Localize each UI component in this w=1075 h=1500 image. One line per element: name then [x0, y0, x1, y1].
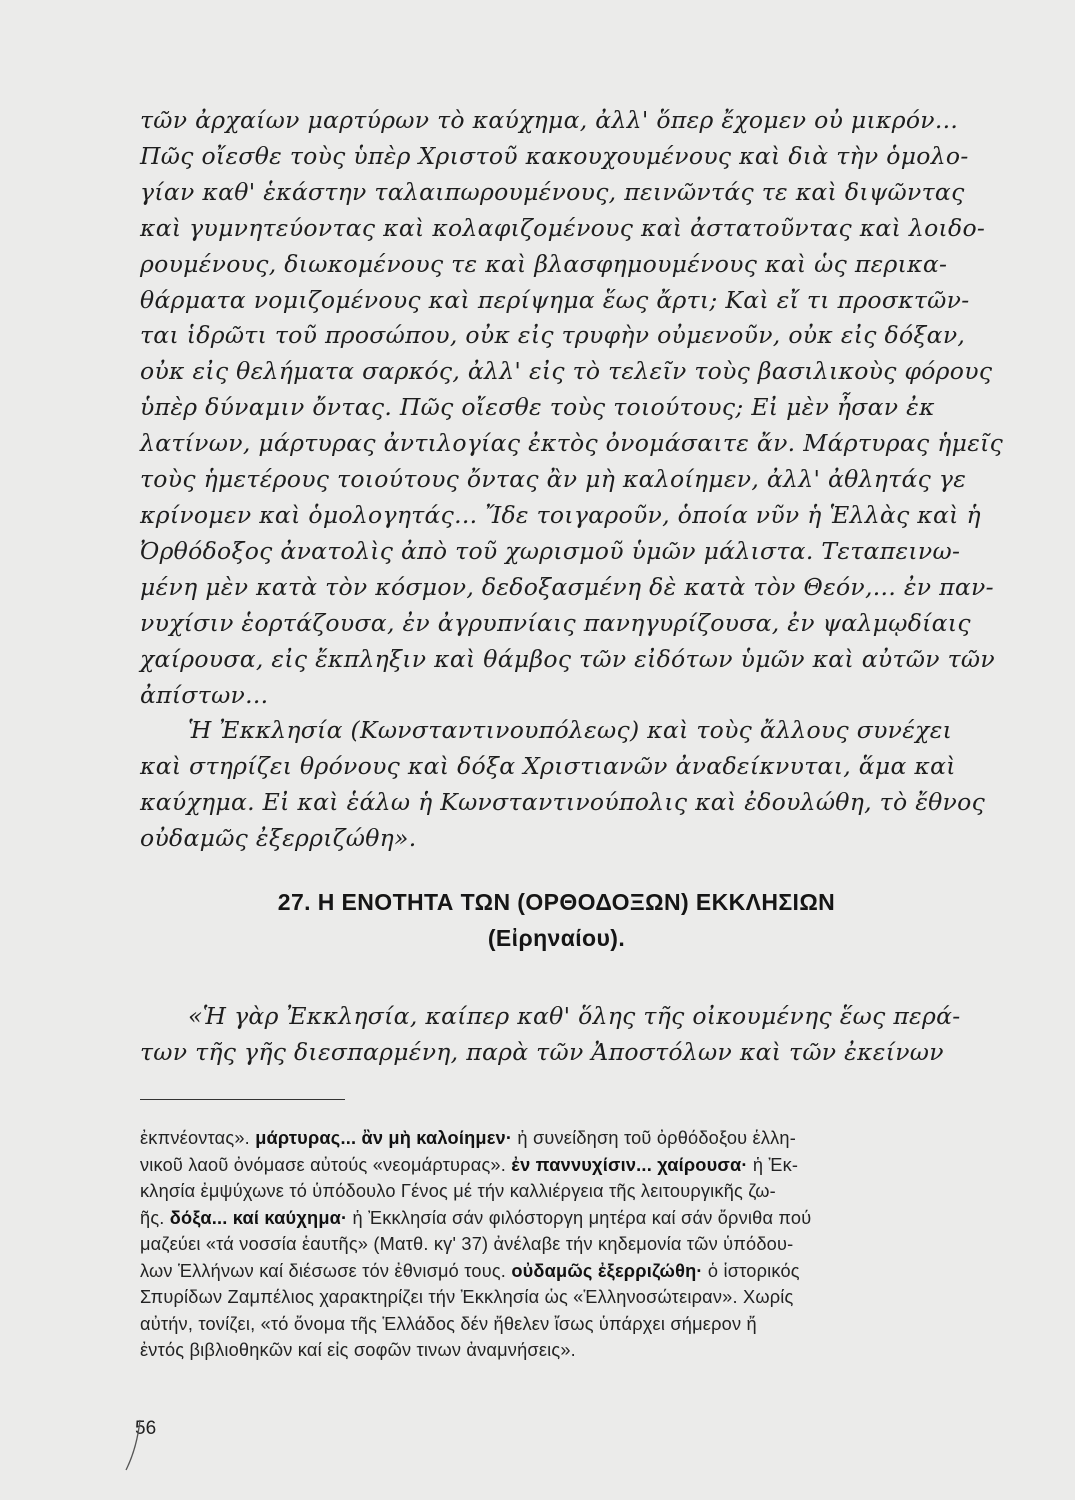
footnote-lemma: δόξα... καί καύχημα· — [169, 1207, 348, 1228]
footnote-text: ἡ Ἐκ- — [747, 1154, 799, 1175]
footnote-divider — [140, 1099, 345, 1100]
text-line: των τῆς γῆς διεσπαρμένη, παρὰ τῶν Ἀποστόλων καὶ τῶν ἐκείνων — [140, 1037, 944, 1066]
footnote-lemma: μάρτυρας... ἂν μὴ καλοίημεν· — [255, 1128, 513, 1148]
text-line: Πῶς οἴεσθε τοὺς ὑπὲρ Χριστοῦ κακουχουμένους καὶ διὰ τὴν ὁμολο- — [140, 141, 969, 170]
footnote-line: αὐτήν, τονίζει, «τό ὄνομα τῆς Ἑλλάδος δέν ἤθελεν ἴσως ὑπάρχει σήμερον ἤ — [140, 1313, 757, 1334]
footnote-text: ὁ ἱστορικός — [702, 1260, 800, 1281]
text-line: ρουμένους, διωκομένους τε καὶ βλασφημουμένους καὶ ὡς περικα- — [140, 249, 948, 278]
footnote-text: ῆς. — [140, 1207, 170, 1228]
text-line: κρίνομεν καὶ ὁμολογητάς... Ἴδε τοιγαροῦν, ὁποία νῦν ἡ Ἑλλὰς καὶ ἡ — [140, 500, 981, 529]
section-heading — [140, 884, 973, 956]
footnote-line — [140, 1125, 973, 1152]
text-line: ται ἱδρῶτι τοῦ προσώπου, οὐκ εἰς τρυφὴν οὐμενοῦν, οὐκ εἰς δόξαν, — [140, 321, 966, 350]
text-line: ἀπίστων... — [140, 680, 269, 709]
footnote-text: λων Ἑλλήνων καί διέσωσε τόν ἐθνισμό τους. — [140, 1260, 512, 1281]
footnote-line — [140, 1152, 973, 1179]
heading-title: 27. Η ΕΝΟΤΗΤΑ ΤΩΝ (ΟΡΘΟΔΟΞΩΝ) ΕΚΚΛΗΣΙΩΝ — [277, 889, 836, 915]
pencil-mark-icon — [118, 1418, 158, 1474]
main-quotation — [140, 103, 1004, 857]
footnote-lemma: οὐδαμῶς ἐξερριζώθη· — [511, 1260, 703, 1281]
text-line: καὶ στηρίζει θρόνους καὶ δόξα Χριστιανῶν ἀναδείκνυται, ἅμα καὶ — [140, 752, 956, 781]
text-line: τοὺς ἡμετέρους τοιούτους ὄντας ἂν μὴ καλοίημεν, ἀλλ' ἀθλητάς γε — [140, 465, 967, 494]
footnote-lemma: ἐν παννυχίσιν... χαίρουσα· — [511, 1154, 748, 1175]
text-line: καύχημα. Εἰ καὶ ἑάλω ἡ Κωνσταντινούπολις καὶ ἐδουλώθη, τὸ ἔθνος — [140, 788, 986, 817]
text-line: μένη μὲν κατὰ τὸν κόσμον, δεδοξασμένη δὲ κατὰ τὸν Θεόν,... ἐν παν- — [140, 572, 994, 601]
footnote-text: νικοῦ λαοῦ ὀνόμασε αὐτούς «νεομάρτυρας». — [140, 1154, 512, 1175]
text-line: λατίνων, μάρτυρας ἀντιλογίας ἐκτὸς ὀνομάσαιτε ἄν. Μάρτυρας ἡμεῖς — [140, 429, 1004, 458]
footnote-line: μαζεύει «τά νοσσία ἑαυτῆς» (Ματθ. κγ' 37) ἀνέλαβε τήν κηδεμονία τῶν ὑπόδου- — [140, 1234, 794, 1254]
text-line: θάρματα νομιζομένους καὶ περίψημα ἕως ἄρτι; Καὶ εἴ τι προσκτῶν- — [140, 285, 970, 314]
text-line: οὐδαμῶς ἐξερριζώθη». — [140, 824, 417, 853]
page-number: 56 — [135, 1418, 157, 1439]
footnote-text: ἐκπνέοντας». — [140, 1128, 256, 1148]
text-line: ὑπὲρ δύναμιν ὄντας. Πῶς οἴεσθε τοὺς τοιούτους; Εἰ μὲν ἦσαν ἐκ — [140, 393, 935, 422]
footnote-text: ἡ Ἐκκλησία σάν φιλόστοργη μητέρα καί σάν ὄρνιθα πού — [347, 1207, 812, 1228]
footnote-line — [140, 1205, 973, 1232]
footnote-line: ἐντός βιβλιοθηκῶν καί εἰς σοφῶν τινων ἀναμνήσεις». — [140, 1340, 576, 1360]
footnote-line — [140, 1258, 973, 1285]
text-line: οὐκ εἰς θελήματα σαρκός, ἀλλ' εἰς τὸ τελεῖν τοὺς βασιλικοὺς φόρους — [140, 357, 993, 386]
text-line: νυχίσιν ἑορτάζουσα, ἐν ἀγρυπνίαις πανηγυρίζουσα, ἐν ψαλμῳδίαις — [140, 608, 971, 637]
footnote-text: ἡ συνείδηση τοῦ ὀρθόδοξου ἑλλη- — [512, 1128, 796, 1148]
text-line: χαίρουσα, εἰς ἔκπληξιν καὶ θάμβος τῶν εἰδότων ὑμῶν καὶ αὐτῶν τῶν — [140, 644, 995, 673]
text-line: τῶν ἀρχαίων μαρτύρων τὸ καύχημα, ἀλλ' ὅπερ ἔχομεν οὐ μικρόν... — [140, 106, 959, 134]
text-line: γίαν καθ' ἑκάστην ταλαιπωρουμένους, πεινῶντάς τε καὶ διψῶντας — [140, 177, 965, 206]
footnote-line: Σπυρίδων Ζαμπέλιος χαρακτηρίζει τήν Ἐκκλησία ὡς «Ἑλληνοσώτειραν». Χωρίς — [140, 1287, 794, 1307]
text-line: Ἡ Ἐκκλησία (Κωνσταντινουπόλεως) καὶ τοὺς ἄλλους συνέχει — [188, 716, 953, 745]
text-line: «Ἡ γὰρ Ἐκκλησία, καίπερ καθ' ὅλης τῆς οἰκουμένης ἕως περά- — [188, 1002, 961, 1030]
heading-subtitle: (Εἰρηναίου). — [487, 925, 626, 951]
text-line: Ὀρθόδοξος ἀνατολὶς ἀπὸ τοῦ χωρισμοῦ ὑμῶν μάλιστα. Τεταπεινω- — [140, 536, 961, 565]
text-line: καὶ γυμνητεύοντας καὶ κολαφιζομένους καὶ ἀστατοῦντας καὶ λοιδο- — [140, 213, 986, 242]
footnote-line: κλησία ἐμψύχωνε τό ὑπόδουλο Γένος μέ τήν καλλιέργεια τῆς λειτουργικῆς ζω- — [140, 1181, 776, 1201]
footnote — [140, 1125, 973, 1364]
section-quotation — [140, 999, 973, 1071]
